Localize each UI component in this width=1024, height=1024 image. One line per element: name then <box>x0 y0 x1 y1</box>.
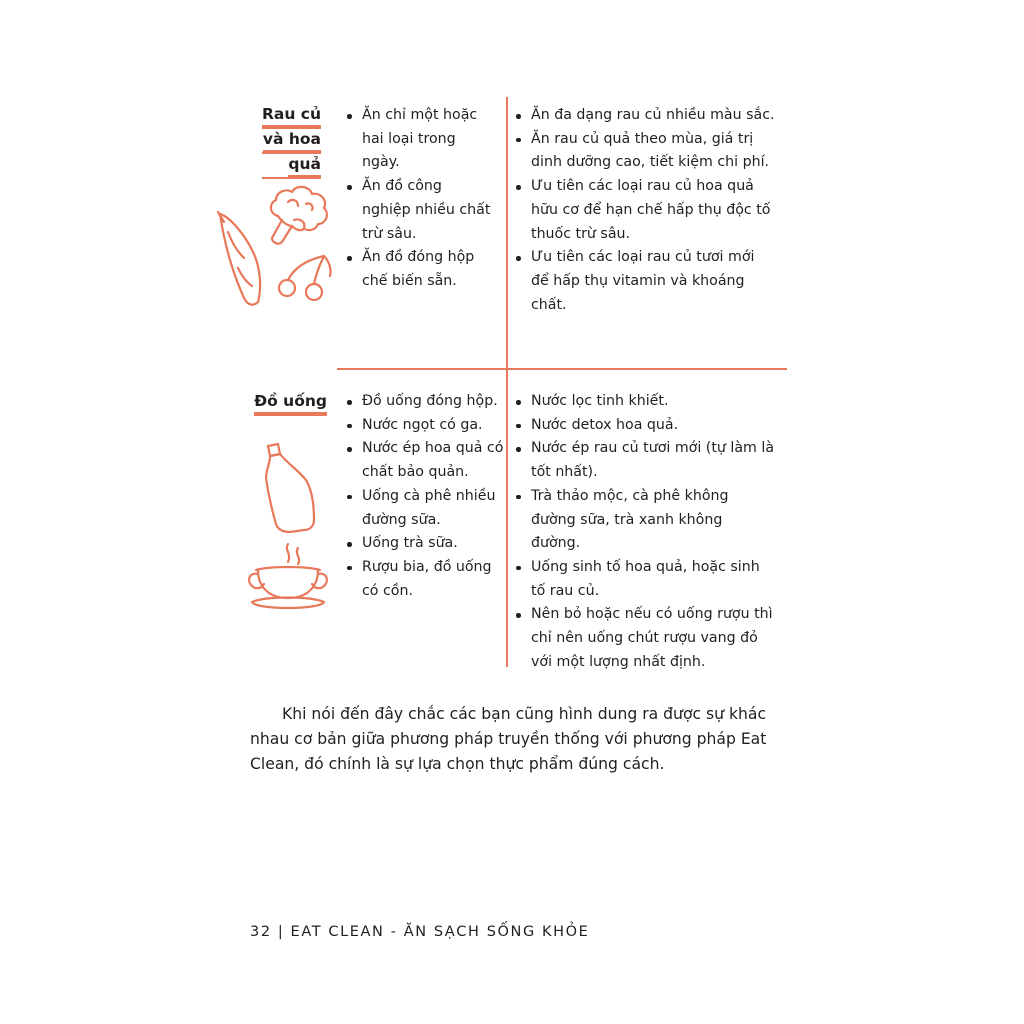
list-item: Uống sinh tố hoa quả, hoặc sinh tố rau củ. <box>514 556 776 603</box>
list-item: Nước ép hoa quả có chất bảo quản. <box>345 437 505 484</box>
list-item: Ưu tiên các loại rau củ tươi mới để hấp thụ vitamin và khoáng chất. <box>514 246 776 317</box>
table-vertical-divider <box>506 97 508 667</box>
cherries-icon <box>274 252 336 304</box>
eatclean-vegetable-list <box>514 104 776 317</box>
list-item: Ăn đồ công nghiệp nhiều chất trừ sâu. <box>345 175 495 246</box>
category-label-line: quả <box>288 154 321 177</box>
list-item: Nước lọc tinh khiết. <box>514 390 776 414</box>
list-item: Ưu tiên các loại rau củ hoa quả hữu cơ để hạn chế hấp thụ độc tố thuốc trừ sâu. <box>514 175 776 246</box>
table-horizontal-divider <box>337 368 787 370</box>
list-item: Uống trà sữa. <box>345 532 505 556</box>
category-label-vegetables <box>262 104 321 179</box>
list-item: Ăn chỉ một hoặc hai loại trong ngày. <box>345 104 495 175</box>
list-item: Ăn đồ đóng hộp chế biến sẵn. <box>345 246 495 293</box>
category-label-line: Đồ uống <box>254 391 327 414</box>
body-paragraph: Khi nói đến đây chắc các bạn cũng hình dung ra được sự khác nhau cơ bản giữa phương pháp truyền thống với phương pháp Eat Clean, đó chính là sự lựa chọn thực phẩm đúng cách. <box>250 705 767 773</box>
page-footer: 32 | EAT CLEAN - ĂN SẠCH SỐNG KHỎE <box>250 924 590 940</box>
category-label-line: và hoa <box>263 129 321 152</box>
list-item: Rượu bia, đồ uống có cồn. <box>345 556 505 603</box>
carrot-icon <box>214 210 264 310</box>
coffee-cup-icon <box>246 540 330 614</box>
traditional-drinks-list <box>345 390 505 603</box>
list-item: Nước detox hoa quả. <box>514 414 776 438</box>
broccoli-icon <box>264 182 334 252</box>
category-label-line: Rau củ <box>262 104 321 127</box>
list-item: Nên bỏ hoặc nếu có uống rượu thì chỉ nên uống chút rượu vang đỏ với một lượng nhất định. <box>514 603 776 674</box>
list-item: Nước ngọt có ga. <box>345 414 505 438</box>
list-item: Nước ép rau củ tươi mới (tự làm là tốt nhất). <box>514 437 776 484</box>
traditional-vegetable-list <box>345 104 495 294</box>
bottle-icon <box>256 440 320 534</box>
list-item: Ăn rau củ quả theo mùa, giá trị dinh dưỡng cao, tiết kiệm chi phí. <box>514 128 776 175</box>
list-item: Uống cà phê nhiều đường sữa. <box>345 485 505 532</box>
list-item: Ăn đa dạng rau củ nhiều màu sắc. <box>514 104 776 128</box>
eatclean-drinks-list <box>514 390 776 674</box>
category-label-drinks <box>254 391 327 416</box>
list-item: Đồ uống đóng hộp. <box>345 390 505 414</box>
list-item: Trà thảo mộc, cà phê không đường sữa, trà xanh không đường. <box>514 485 776 556</box>
